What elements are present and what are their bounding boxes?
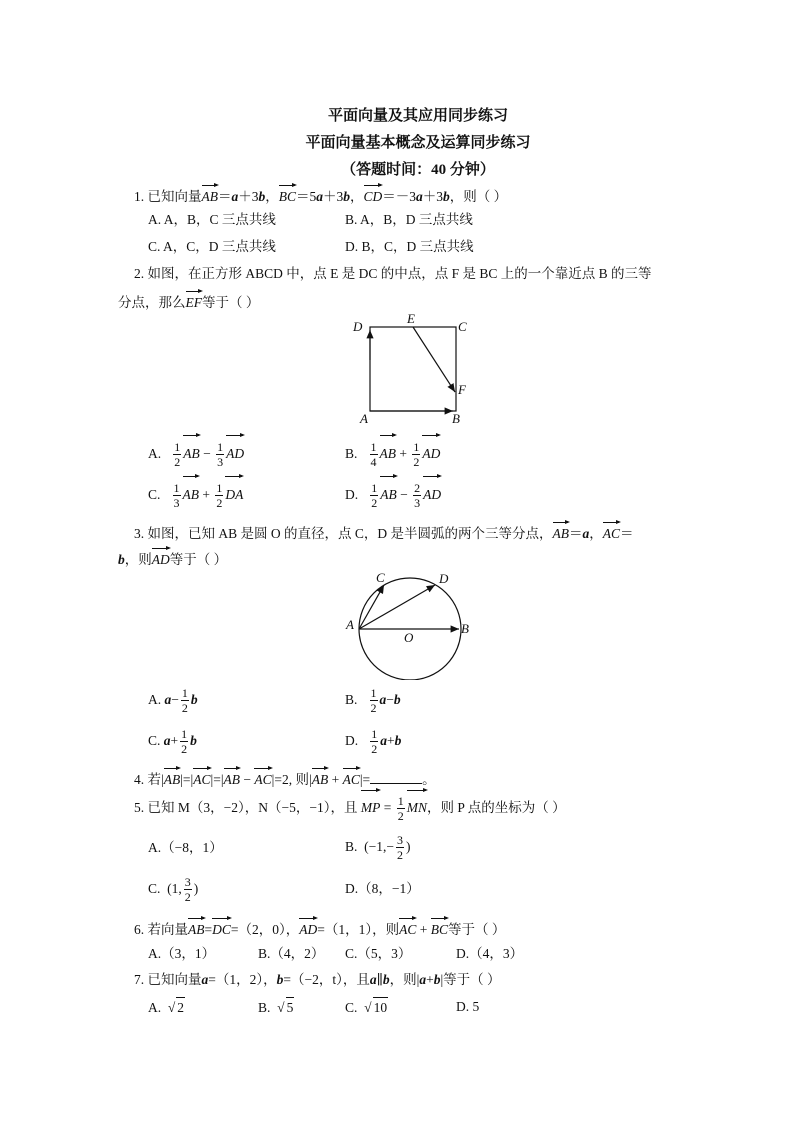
q7-option-b[interactable]: B. √ 5 <box>258 997 294 1018</box>
q2-option-a[interactable]: A. $\frac{1}{2}$ AB − $\frac{1}{3}$ AD <box>148 434 244 471</box>
answer-blank[interactable] <box>370 769 422 784</box>
q7-option-c[interactable]: C. √ 10 <box>345 997 388 1018</box>
q2-option-c[interactable]: C. $\frac{1}{3}$ AB + $\frac{1}{2}$ DA <box>148 475 243 512</box>
label-d: D <box>353 319 363 334</box>
question-3-line1: 3. 如图，已知 AB 是圆 O 的直径，点 C，D 是半圆弧的两个三等分点，AB＝a，AC＝ <box>134 521 634 544</box>
vector-ef: EF <box>186 290 203 313</box>
vector-bc: BC <box>279 184 296 207</box>
question-2-line1: 2. 如图，在正方形 ABCD 中，点 E 是 DC 的中点，点 F 是 BC 上的一个靠近点 B 的三等 <box>134 266 652 281</box>
question-4: 4. 若|AB|=|AC|=|AB − AC|=2, 则|AB + AC|= 。 <box>134 767 436 790</box>
q5-option-d[interactable]: D.（8，−1） <box>345 881 420 896</box>
page-subtitle: 平面向量基本概念及运算同步练习 <box>305 135 531 151</box>
q3-option-c[interactable]: C. a+ $\frac{1}{2}$ b <box>148 727 197 757</box>
q6-option-c[interactable]: C.（5，3） <box>345 946 412 961</box>
vector-cd: CD <box>364 184 383 207</box>
question-6: 6. 若向量AB=DC=（2，0），AD=（1，1），则AC + BC等于（ ） <box>134 917 505 940</box>
q3-option-b[interactable]: B. $\frac{1}{2}$ a−b <box>345 686 401 716</box>
q6-option-d[interactable]: D.（4，3） <box>456 946 524 961</box>
page-title: 平面向量及其应用同步练习 <box>327 108 508 124</box>
vector-ab: AB <box>202 184 219 207</box>
q5-option-a[interactable]: A.（−8，1） <box>148 840 223 855</box>
arrow-ef <box>413 327 455 392</box>
q5-option-b[interactable]: B. (−1,− $\frac{3}{2}$ ) <box>345 833 411 863</box>
label-c: C <box>376 570 385 585</box>
arrow-ad <box>359 585 435 629</box>
label-f: F <box>458 382 466 397</box>
label-b: B <box>452 411 460 426</box>
question-1: 1. 已知向量AB＝a＋3b，BC＝5a＋3b，CD＝－3a＋3b，则（ ） <box>134 184 507 207</box>
question-7: 7. 已知向量a=（1，2），b=（−2，t），且a∥b，则|a+b|等于（ ） <box>134 972 501 987</box>
time-note: （答题时间：40 分钟） <box>341 162 495 178</box>
q1-option-c[interactable]: C. A，C，D 三点共线 <box>148 239 276 254</box>
q1-option-a[interactable]: A. A，B，C 三点共线 <box>148 212 276 227</box>
q2-option-d[interactable]: D. $\frac{1}{2}$ AB − $\frac{2}{3}$ AD <box>345 475 441 512</box>
question-5: 5. 已知 M（3，−2），N（−5，−1），且 MP = $\frac{1}{2}$ MN，则 P 点的坐标为（ ） <box>134 789 566 824</box>
square-figure <box>345 310 475 428</box>
q6-option-b[interactable]: B.（4，2） <box>258 946 325 961</box>
q7-option-d[interactable]: D. 5 <box>456 999 480 1014</box>
label-a: A <box>360 411 368 426</box>
label-e: E <box>407 311 415 326</box>
label-c: C <box>458 319 467 334</box>
q1-option-b[interactable]: B. A，B，D 三点共线 <box>345 212 473 227</box>
label-o: O <box>404 630 414 645</box>
q6-option-a[interactable]: A.（3，1） <box>148 946 216 961</box>
q5-option-c[interactable]: C. (1, $\frac{3}{2}$ ) <box>148 875 199 905</box>
q3-option-a[interactable]: A. a− $\frac{1}{2}$ b <box>148 686 198 716</box>
circle-figure <box>342 568 477 680</box>
question-2-line2: 分点，那么EF等于（ ） <box>118 290 259 313</box>
label-d: D <box>439 571 449 586</box>
label-a: A <box>346 617 354 632</box>
q1-option-d[interactable]: D. B，C，D 三点共线 <box>345 239 474 254</box>
q2-option-b[interactable]: B. $\frac{1}{4}$ AB + $\frac{1}{2}$ AD <box>345 434 440 471</box>
label-b: B <box>461 621 469 636</box>
q3-option-d[interactable]: D. $\frac{1}{2}$ a+b <box>345 727 402 757</box>
question-3-line2: b，则AD等于（ ） <box>118 547 227 570</box>
q7-option-a[interactable]: A. √ 2 <box>148 997 185 1018</box>
square-abcd <box>370 327 456 411</box>
